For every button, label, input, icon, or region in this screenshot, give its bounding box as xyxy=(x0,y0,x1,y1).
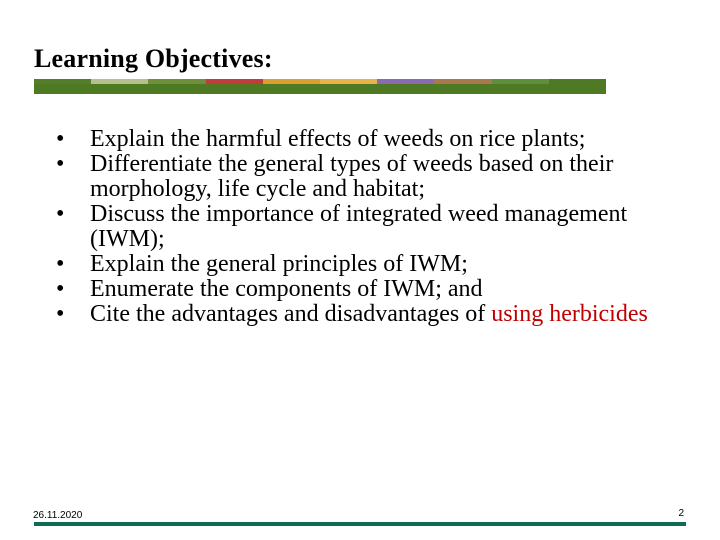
bullet-icon: • xyxy=(56,151,65,177)
title-bar-segment xyxy=(320,79,377,84)
title-bar-segment xyxy=(492,79,549,84)
title-bar-segment xyxy=(206,79,263,84)
objective-highlight-text: using herbicides xyxy=(491,301,648,327)
title-decorative-bar xyxy=(34,79,607,95)
slide-title: Learning Objectives: xyxy=(34,44,273,73)
objective-text: Cite the advantages and disadvantages of xyxy=(90,301,492,327)
objective-text: Explain the general principles of IWM; xyxy=(90,251,468,277)
title-bar-segment xyxy=(34,79,91,84)
objective-text: Differentiate the general types of weeds based on their morphology, life cycle and habitat; xyxy=(90,151,614,202)
objective-item xyxy=(56,127,676,152)
title-bar-segment xyxy=(263,79,320,84)
title-bar-segment xyxy=(148,79,205,84)
footer-bar xyxy=(34,522,686,526)
objective-text: Enumerate the components of IWM; and xyxy=(90,276,483,302)
title-bar-segment xyxy=(377,79,434,84)
title-bar-segment xyxy=(434,79,491,84)
bullet-icon: • xyxy=(56,201,65,227)
bullet-icon: • xyxy=(56,251,65,277)
bullet-icon: • xyxy=(56,276,65,302)
bullet-icon: • xyxy=(56,126,65,152)
objective-item xyxy=(56,302,676,327)
objective-text: Discuss the importance of integrated weed management (IWM); xyxy=(90,201,628,252)
page-number: 2 xyxy=(678,508,684,519)
footer-date: 26.11.2020 xyxy=(33,510,83,521)
bullet-icon: • xyxy=(56,301,65,327)
objective-item xyxy=(56,202,676,252)
objectives-list xyxy=(56,127,676,327)
objective-item xyxy=(56,277,676,302)
title-bar-segment xyxy=(549,79,606,84)
title-bar-segments xyxy=(34,79,606,89)
title-bar-segment xyxy=(91,79,148,84)
objective-text: Explain the harmful effects of weeds on rice plants; xyxy=(90,126,586,152)
objective-item xyxy=(56,152,676,202)
objective-item xyxy=(56,252,676,277)
